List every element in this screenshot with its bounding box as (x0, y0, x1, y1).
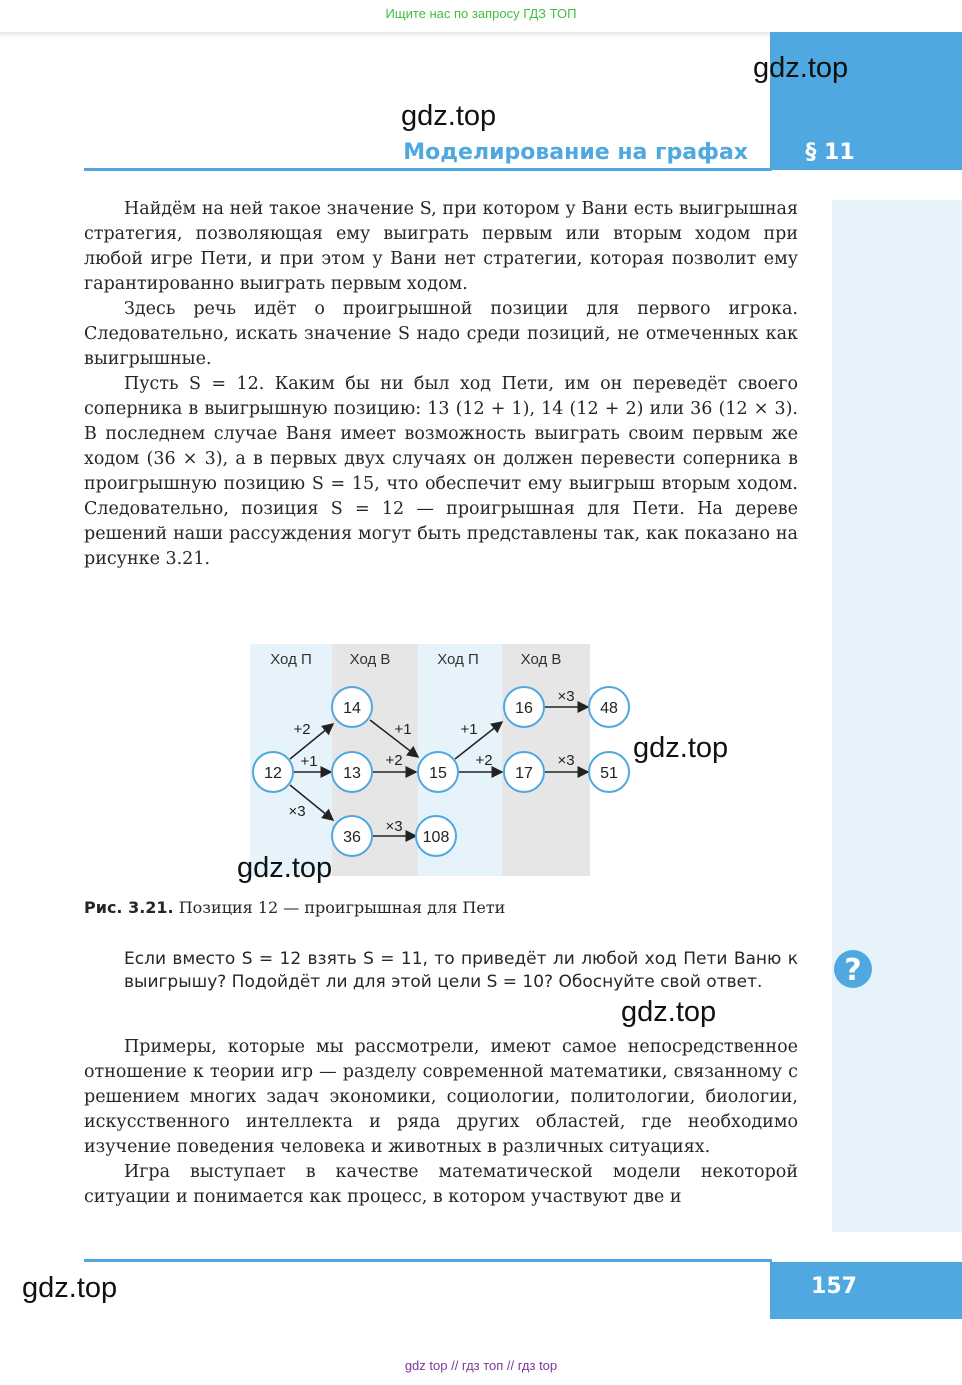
figure-caption (84, 898, 798, 917)
paragraph: Примеры, которые мы рассмотрели, имеют самое непосредственное отношение к теории игр — разделу современной математики, связанному с решением многих задач экономики, социологии, политологии, биологии, искусственного интеллекта и ряда других областей, где необходимо изучение поведения человека и животных в различных ситуациях. (84, 1037, 798, 1157)
margin-strip (832, 200, 962, 1232)
watermark: gdz.top (401, 100, 497, 132)
watermark: gdz.top (237, 852, 333, 884)
node-label: 17 (515, 765, 533, 782)
node-label: 108 (422, 829, 450, 846)
text-block-2 (84, 1035, 798, 1210)
column-header: Ход П (270, 651, 312, 668)
node-label: 51 (600, 765, 618, 782)
watermark: gdz.top (22, 1272, 118, 1304)
section-number: § 11 (805, 140, 855, 165)
node-label: 13 (343, 765, 361, 782)
edge-label: ×3 (385, 818, 403, 835)
page-number: 157 (811, 1274, 857, 1299)
decision-tree-figure (250, 644, 630, 876)
watermark: gdz.top (621, 996, 717, 1028)
edge-label: ×3 (557, 688, 575, 705)
column-header: Ход В (520, 651, 562, 668)
section-title: Моделирование на графах (403, 140, 748, 165)
paragraph: Игра выступает в качестве математической модели некоторой ситуации и понимается как процесс, в котором участвуют две и (84, 1162, 798, 1207)
node-label: 36 (343, 829, 361, 846)
footer-rule (84, 1259, 772, 1262)
node-label: 12 (264, 765, 282, 782)
node-label: 14 (343, 700, 361, 717)
paragraph: Пусть S = 12. Каким бы ни был ход Пети, им он переведёт своего соперника в выигрышную позицию: 13 (12 + 1), 14 (12 + 2) или 36 (12 × 3). В последнем случае Ваня имеет возможность выиграть своим первым же ходом (36 × 3), а в первых двух случаях он должен перевести соперника в проигрышную позицию S = 15, что обеспечит ему выигрыш вторым ходом. Следовательно, позиция S = 12 — проигрышная для Пети. На дереве решений наши рассуждения могут быть представлены так, как показано на рисунке 3.21. (84, 374, 798, 569)
svg-text:?: ? (844, 953, 862, 988)
caption-text: Позиция 12 — проигрышная для Пети (178, 898, 506, 917)
edge-label: ×3 (557, 752, 575, 769)
watermark: gdz.top (753, 52, 849, 84)
watermark: gdz.top (633, 732, 729, 764)
paragraph: Найдём на ней такое значение S, при котором у Вани есть выигрышная стратегия, позволяющая ему выиграть первым или вторым ходом при любой игре Пети, и при этом у Вани нет стратегии, которая позволит ему гарантированно выиграть первым ходом. (84, 199, 798, 294)
column-header: Ход В (349, 651, 391, 668)
edge-label: ×3 (288, 803, 306, 820)
text-block-1 (84, 197, 798, 572)
caption-label: Рис. 3.21. (84, 898, 174, 917)
node-label: 48 (600, 700, 618, 717)
column-header: Ход П (437, 651, 479, 668)
bottom-banner[interactable]: gdz top // гдз топ // гдз top (404, 1358, 558, 1373)
edge-label: +2 (475, 752, 493, 769)
paragraph: Здесь речь идёт о проигрышной позиции для первого игрока. Следовательно, искать значение S надо среди позиций, не отмеченных как выигрышные. (84, 299, 798, 369)
node-label: 15 (429, 765, 447, 782)
edge-label: +1 (460, 721, 478, 738)
edge-label: +2 (385, 752, 403, 769)
header-rule (84, 168, 772, 171)
question-icon (833, 949, 873, 989)
top-banner[interactable]: Ищите нас по запросу ГДЗ ТОП (385, 6, 577, 21)
edge-label: +1 (394, 721, 412, 738)
node-label: 16 (515, 700, 533, 717)
edge-label: +2 (293, 721, 311, 738)
question-text: Если вместо S = 12 взять S = 11, то приведёт ли любой ход Пети Ваню к выигрышу? Подойдёт ли для этой цели S = 10? Обоснуйте свой ответ. (124, 949, 798, 992)
edge-label: +1 (300, 753, 318, 770)
